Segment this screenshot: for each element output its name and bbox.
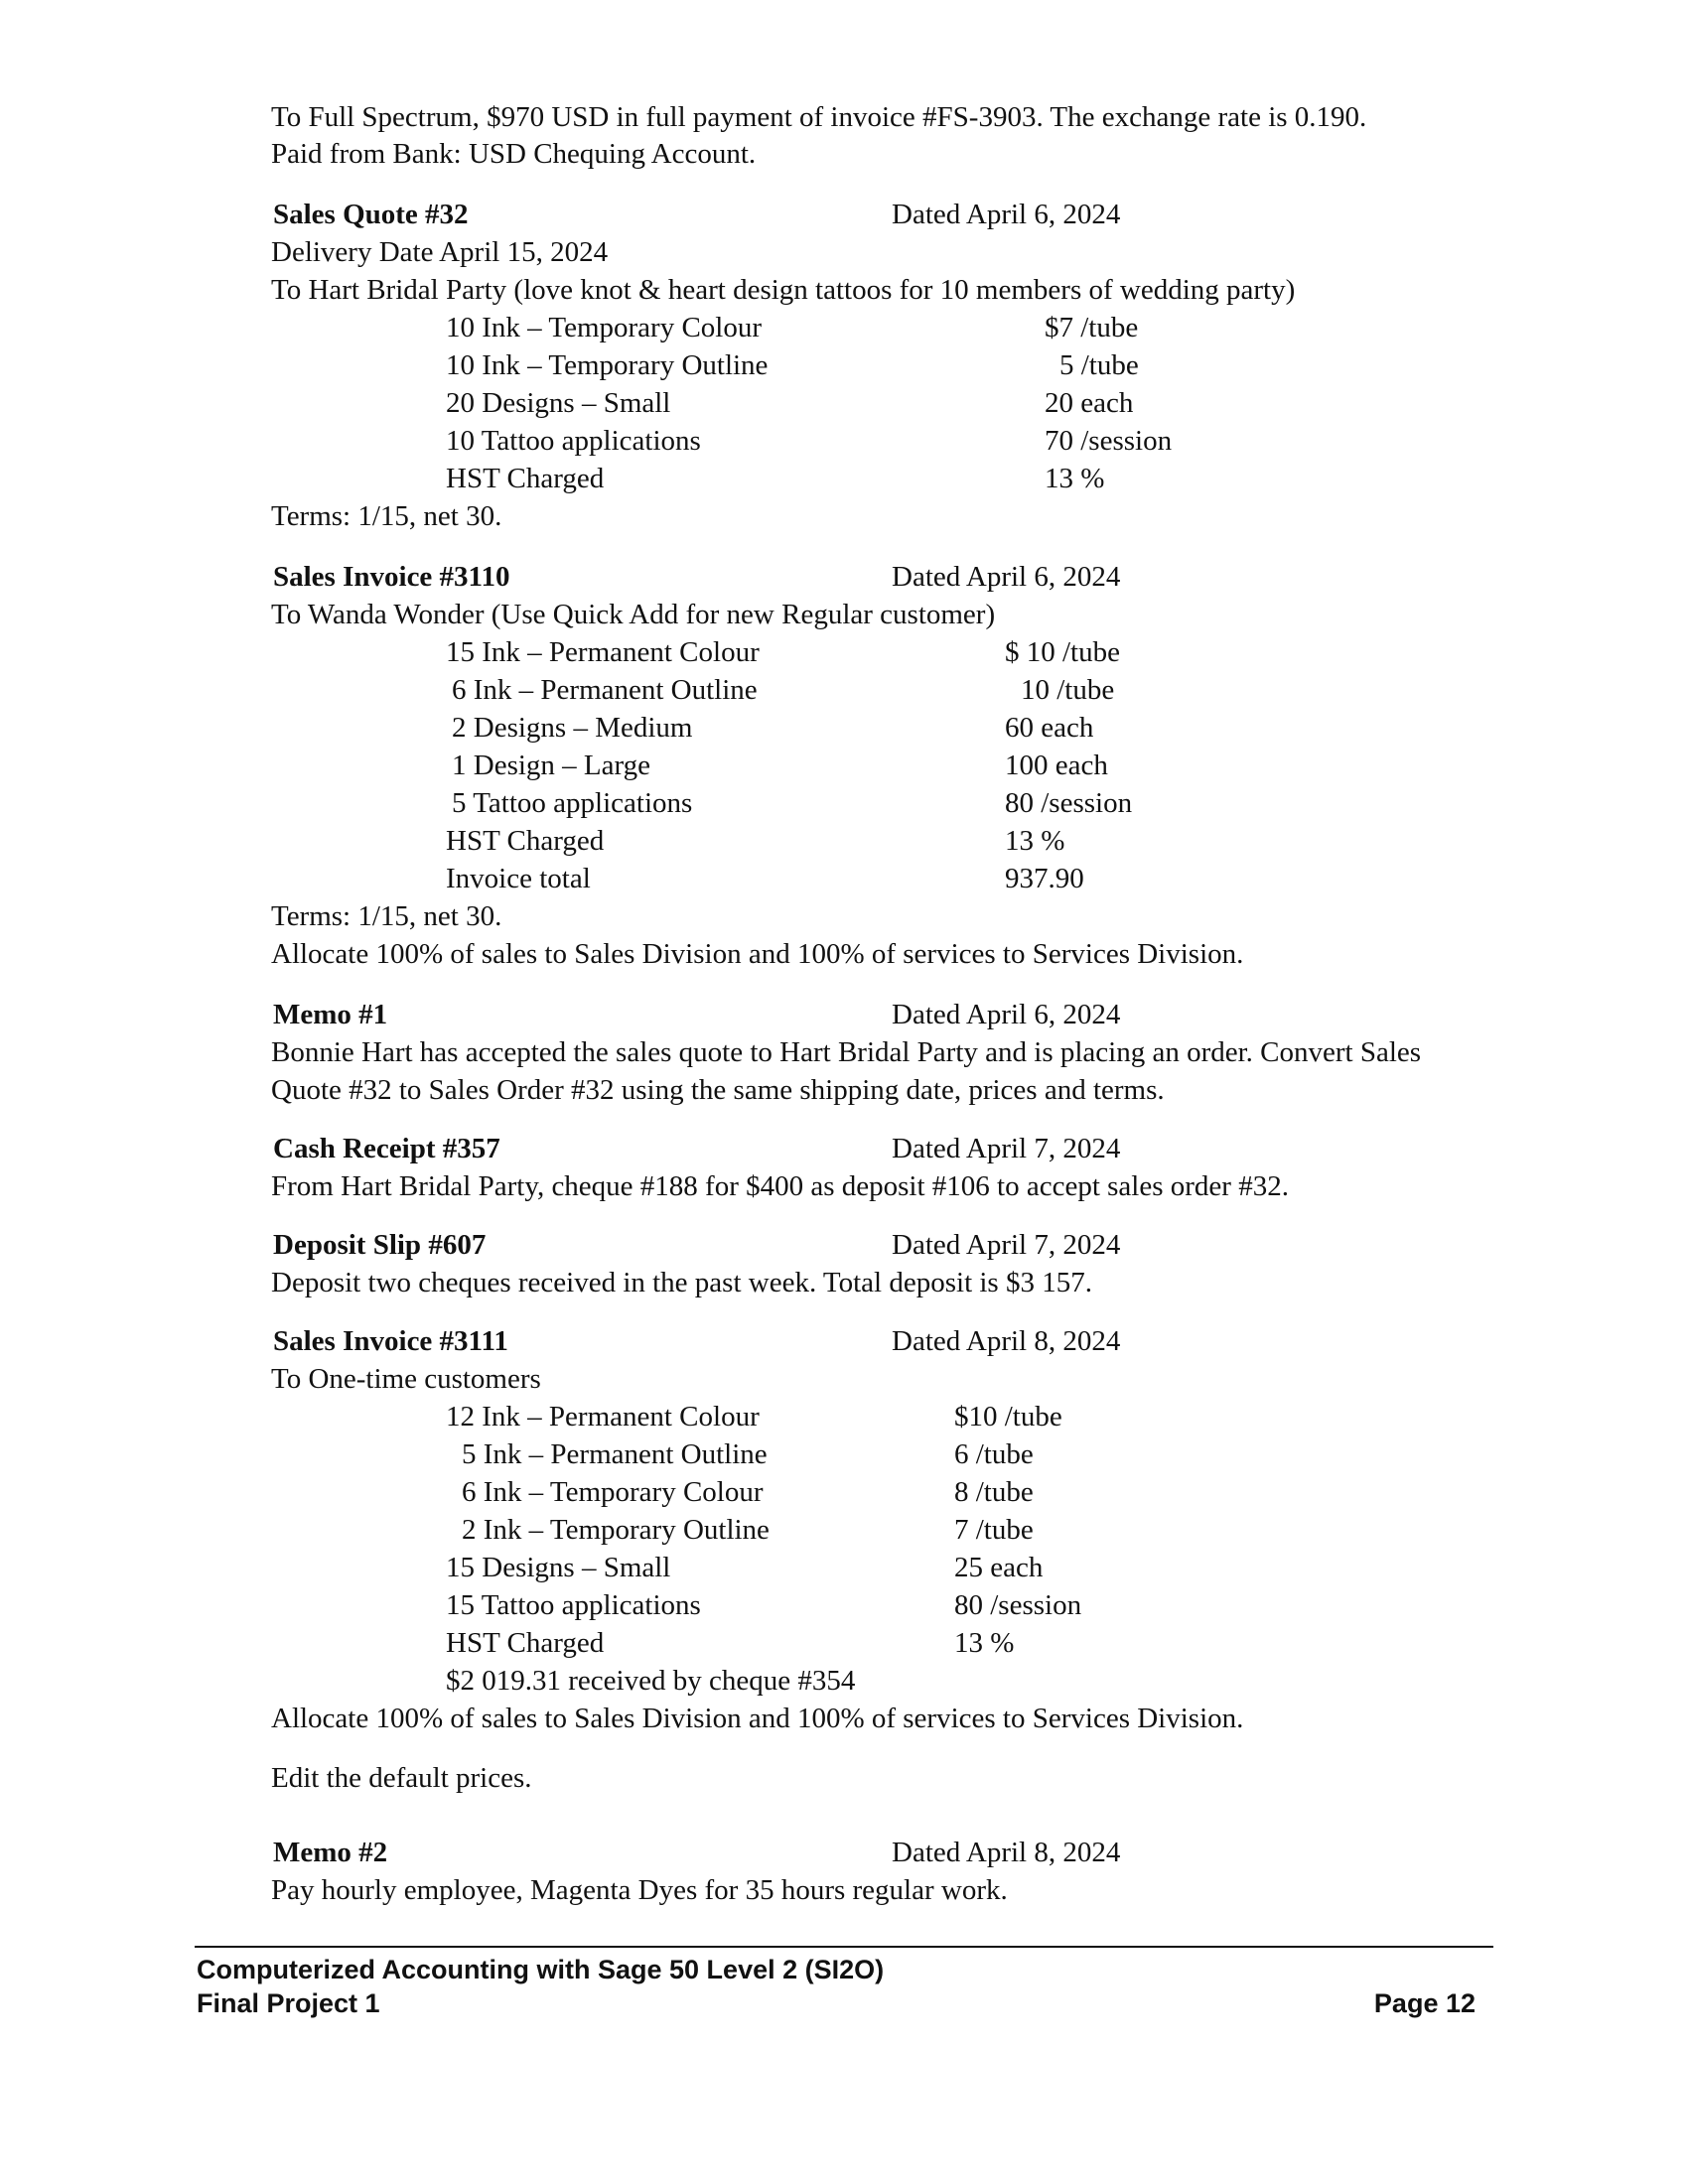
invoice-3111-date: Dated April 8, 2024 bbox=[892, 1325, 1121, 1357]
invoice-3111-title: Sales Invoice #3111 bbox=[273, 1325, 508, 1357]
invoice-3110-item-price: $ 10 /tube bbox=[1005, 636, 1120, 668]
quote-32-item-price: 20 each bbox=[1045, 387, 1134, 419]
invoice-3111-item-desc: 12 Ink – Permanent Colour bbox=[446, 1401, 760, 1433]
memo-1-line-1: Bonnie Hart has accepted the sales quote to Hart Bridal Party and is placing an order. Convert Sales bbox=[271, 1036, 1422, 1068]
deposit-607-title: Deposit Slip #607 bbox=[273, 1229, 487, 1261]
invoice-3111-item-desc: 2 Ink – Temporary Outline bbox=[462, 1514, 770, 1546]
footer-course: Computerized Accounting with Sage 50 Level 2 (SI2O) bbox=[197, 1955, 885, 1984]
invoice-3110-total-label: Invoice total bbox=[446, 863, 591, 894]
intro-line-1: To Full Spectrum, $970 USD in full payment of invoice #FS-3903. The exchange rate is 0.190. bbox=[271, 101, 1367, 133]
invoice-3110-terms: Terms: 1/15, net 30. bbox=[271, 900, 502, 932]
invoice-3110-item-desc: 15 Ink – Permanent Colour bbox=[446, 636, 760, 668]
invoice-3110-to: To Wanda Wonder (Use Quick Add for new Regular customer) bbox=[271, 599, 996, 630]
receipt-357-date: Dated April 7, 2024 bbox=[892, 1133, 1121, 1164]
footer-project: Final Project 1 bbox=[197, 1988, 380, 2018]
invoice-3110-item-price: 60 each bbox=[1005, 712, 1094, 744]
quote-32-item-price: $7 /tube bbox=[1045, 312, 1139, 343]
memo-2-title: Memo #2 bbox=[273, 1837, 388, 1868]
receipt-357-title: Cash Receipt #357 bbox=[273, 1133, 500, 1164]
invoice-3111-item-price: 25 each bbox=[954, 1552, 1044, 1583]
invoice-3110-total-value: 937.90 bbox=[1005, 863, 1084, 894]
invoice-3111-to: To One-time customers bbox=[271, 1363, 541, 1395]
memo-1-title: Memo #1 bbox=[273, 999, 388, 1030]
invoice-3110-item-desc: 5 Tattoo applications bbox=[452, 787, 693, 819]
memo-1-date: Dated April 6, 2024 bbox=[892, 999, 1121, 1030]
memo-2-line-1: Pay hourly employee, Magenta Dyes for 35 hours regular work. bbox=[271, 1874, 1008, 1906]
invoice-3111-allocate: Allocate 100% of sales to Sales Division and 100% of services to Services Division. bbox=[271, 1703, 1244, 1734]
quote-32-to: To Hart Bridal Party (love knot & heart design tattoos for 10 members of wedding party) bbox=[271, 274, 1296, 306]
quote-32-item-price: 70 /session bbox=[1045, 425, 1173, 457]
deposit-607-date: Dated April 7, 2024 bbox=[892, 1229, 1121, 1261]
invoice-3110-item-desc: 1 Design – Large bbox=[452, 750, 650, 781]
invoice-3111-item-price: 13 % bbox=[954, 1627, 1015, 1659]
invoice-3111-edit-note: Edit the default prices. bbox=[271, 1762, 532, 1794]
invoice-3110-date: Dated April 6, 2024 bbox=[892, 561, 1121, 593]
invoice-3110-item-price: 80 /session bbox=[1005, 787, 1133, 819]
memo-1-line-2: Quote #32 to Sales Order #32 using the same shipping date, prices and terms. bbox=[271, 1074, 1165, 1106]
quote-32-item-desc: HST Charged bbox=[446, 463, 605, 494]
quote-32-item-price: 5 /tube bbox=[1059, 349, 1139, 381]
invoice-3111-item-price: 8 /tube bbox=[954, 1476, 1034, 1508]
quote-32-item-desc: 10 Tattoo applications bbox=[446, 425, 701, 457]
receipt-357-line-1: From Hart Bridal Party, cheque #188 for $400 as deposit #106 to accept sales order #32. bbox=[271, 1170, 1289, 1202]
invoice-3111-item-desc: 15 Designs – Small bbox=[446, 1552, 671, 1583]
invoice-3111-item-desc: 6 Ink – Temporary Colour bbox=[462, 1476, 764, 1508]
quote-32-date: Dated April 6, 2024 bbox=[892, 199, 1121, 230]
quote-32-terms: Terms: 1/15, net 30. bbox=[271, 500, 502, 532]
invoice-3111-item-desc: 5 Ink – Permanent Outline bbox=[462, 1438, 768, 1470]
invoice-3111-item-price: 7 /tube bbox=[954, 1514, 1034, 1546]
quote-32-item-desc: 20 Designs – Small bbox=[446, 387, 671, 419]
invoice-3111-item-desc: HST Charged bbox=[446, 1627, 605, 1659]
invoice-3110-item-desc: 6 Ink – Permanent Outline bbox=[452, 674, 758, 706]
quote-32-title: Sales Quote #32 bbox=[273, 199, 469, 230]
invoice-3110-item-desc: 2 Designs – Medium bbox=[452, 712, 693, 744]
invoice-3111-item-price: $10 /tube bbox=[954, 1401, 1062, 1433]
deposit-607-line-1: Deposit two cheques received in the past week. Total deposit is $3 157. bbox=[271, 1267, 1092, 1298]
invoice-3111-item-price: 80 /session bbox=[954, 1589, 1082, 1621]
quote-32-item-desc: 10 Ink – Temporary Outline bbox=[446, 349, 769, 381]
intro-line-2: Paid from Bank: USD Chequing Account. bbox=[271, 138, 757, 170]
memo-2-date: Dated April 8, 2024 bbox=[892, 1837, 1121, 1868]
invoice-3110-item-price: 13 % bbox=[1005, 825, 1065, 857]
invoice-3110-allocate: Allocate 100% of sales to Sales Division and 100% of services to Services Division. bbox=[271, 938, 1244, 970]
quote-32-delivery: Delivery Date April 15, 2024 bbox=[271, 236, 609, 268]
footer-page-number: Page 12 bbox=[1373, 1988, 1476, 2018]
invoice-3111-item-price: 6 /tube bbox=[954, 1438, 1034, 1470]
quote-32-item-desc: 10 Ink – Temporary Colour bbox=[446, 312, 762, 343]
footer-divider bbox=[195, 1946, 1493, 1948]
quote-32-item-price: 13 % bbox=[1045, 463, 1105, 494]
invoice-3110-title: Sales Invoice #3110 bbox=[273, 561, 510, 593]
invoice-3110-item-desc: HST Charged bbox=[446, 825, 605, 857]
invoice-3110-item-price: 10 /tube bbox=[1021, 674, 1115, 706]
invoice-3111-item-desc: 15 Tattoo applications bbox=[446, 1589, 701, 1621]
invoice-3110-item-price: 100 each bbox=[1005, 750, 1108, 781]
invoice-3111-received: $2 019.31 received by cheque #354 bbox=[446, 1665, 856, 1697]
